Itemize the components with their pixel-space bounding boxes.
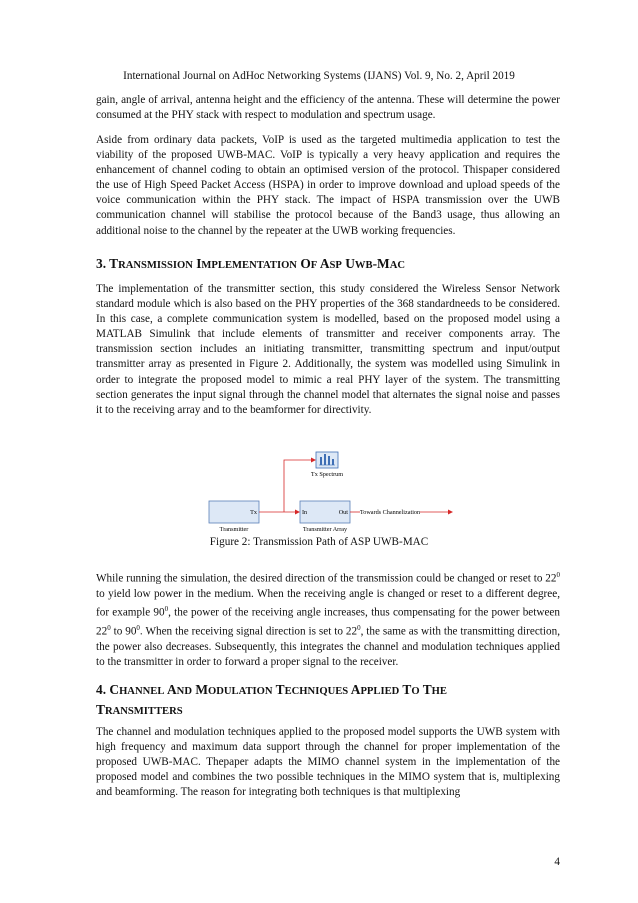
paragraph-voip: Aside from ordinary data packets, VoIP is used as the targeted multimedia application to test the viability of the proposed UWB-MAC. VoIP is typically a very heavy application and requires the enhancement of channel coding to obtain an optimised version of the protocol. Thispaper considered the use of High Speed Packet Access (HSPA) in order to improve download and upload speeds of the voice communication within the PHY stack. The impact of HSPA transmission over the UWB communication channel will stabilise the protocol because of the Band3 usage, thus allowing an additional noise to the channel by the repeater at the UWB working frequencies.: [96, 134, 560, 237]
tx-port-label: Tx: [250, 509, 257, 516]
transmitter-array-label: Transmitter Array: [302, 526, 348, 533]
figure-caption: Figure 2: Transmission Path of ASP UWB-MAC: [209, 536, 429, 548]
signal-lines: [259, 460, 449, 512]
tx-spectrum-block: [316, 452, 338, 468]
out-port-label: Out: [338, 509, 348, 516]
page-number: 4: [554, 856, 560, 868]
paragraph-channel-modulation: The channel and modulation techniques applied to the proposed model supports the UWB system with high frequency and maximum data support through the channel for proper implementation of the proposed UWB-MAC. Thepaper adapts the MIMO channel system in the implementation of the proposed model and combines the two possible techniques in the MIMO system that is, multiplexing and beamforming. The reason for integrating both techniques is that multiplexing: [96, 726, 560, 799]
paragraph-intro: gain, angle of arrival, antenna height and the efficiency of the antenna. These will determine the power consumed at the PHY stack with respect to modulation and spectrum usage.: [96, 94, 560, 122]
in-port-label: In: [302, 509, 308, 516]
transmitter-label: Transmitter: [219, 526, 249, 533]
section-3-heading: 3. TRANSMISSION IMPLEMENTATION OF ASP UWB-MAC: [96, 256, 405, 271]
paragraph-implementation: The implementation of the transmitter section, this study considered the Wireless Sensor Network standard module which is also based on the PHY properties of the 368 standardneeds to be considered. In this case, a complete communication system is modelled, based on the proposed model using a MATLAB Simulink that include elements of transmitter and receiver components array. The transmission section includes an initiating transmitter, transmitting spectrum and input/output transmitter array as presented in Figure 2. Additionally, the system was modelled using Simulink in order to integrate the proposed model to mimic a real PHY layer of the system. The transmitting section generates the input signal through the channel model that alternates the signal noise and passes it to the receiving array and to the beamformer for directivity.: [96, 283, 560, 416]
figure-transmission-path: [200, 448, 460, 534]
section-4-heading: 4. CHANNEL AND MODULATION TECHNIQUES APPLIED TO THE TRANSMITTERS: [96, 682, 447, 717]
running-header: International Journal on AdHoc Networking Systems (IJANS) Vol. 9, No. 2, April 2019: [123, 70, 515, 82]
paragraph-simulation: While running the simulation, the desired direction of the transmission could be changed or reset to $22^0$ to yield low power in the medium. When the receiving angle is changed or reset to a different degree, for example $90^0$, the power of the receiving angle increases, thus compensating for the power between $22^0$ to $90^0$. When the receiving signal direction is set to $22^0$, the same as with the transmitting direction, the power also decreases. Subsequently, this integrates the channel and modulation techniques applied to the transmitter in order to forward a proper signal to the receiver.: [96, 571, 560, 668]
towards-channelization-label: Towards Channelization: [359, 509, 421, 516]
tx-spectrum-label: Tx Spectrum: [310, 471, 344, 478]
